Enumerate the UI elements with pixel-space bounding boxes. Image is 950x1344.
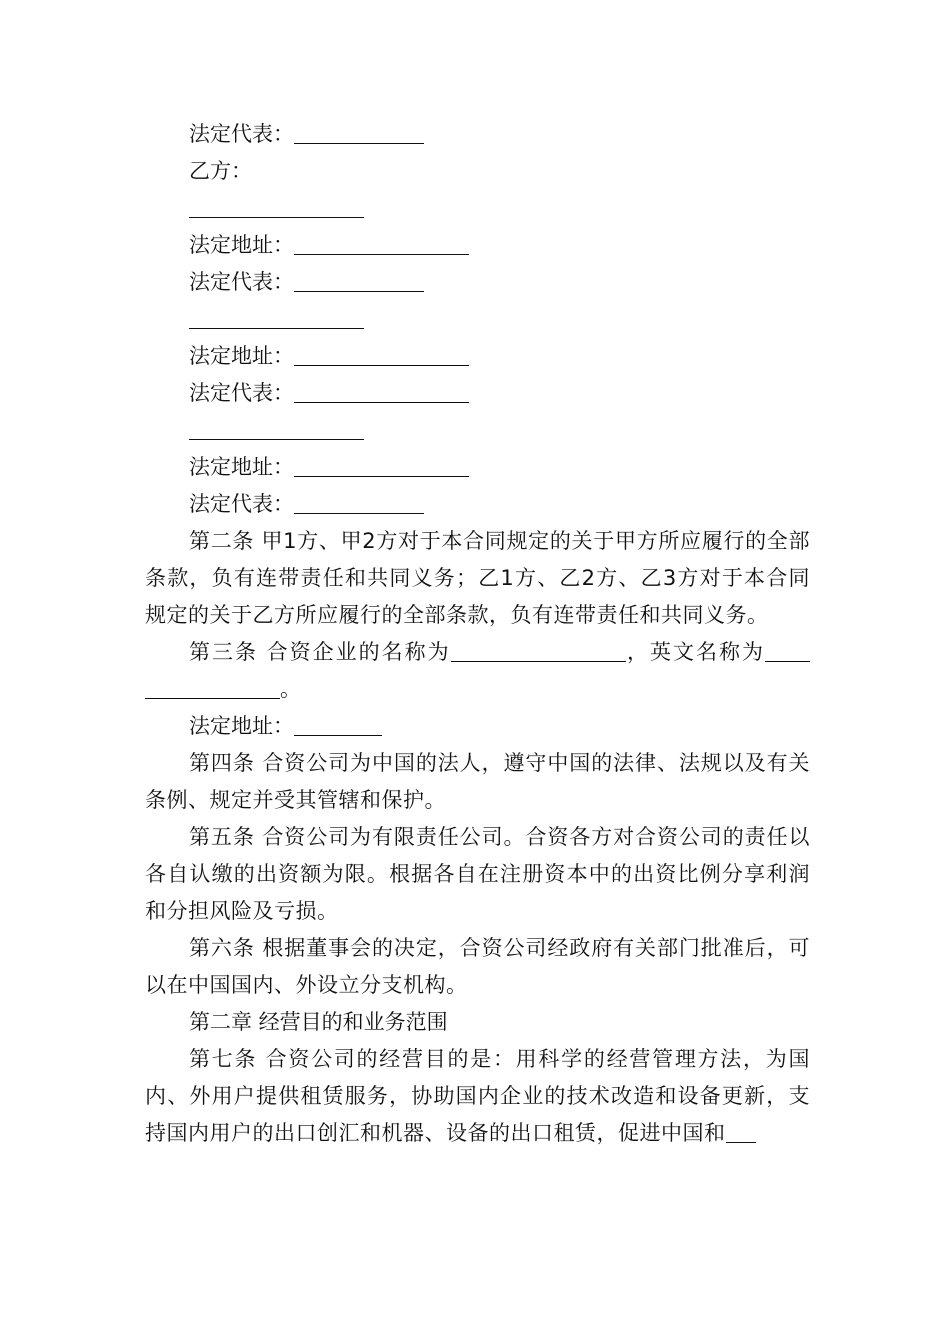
fill-blank	[294, 456, 469, 477]
article-3	[145, 634, 810, 708]
legal-rep-label: 法定代表：	[189, 492, 294, 516]
fill-blank	[189, 419, 364, 440]
party-b-line	[145, 153, 810, 190]
legal-address-line	[145, 338, 810, 375]
legal-rep-line	[145, 486, 810, 523]
legal-address-label: 法定地址：	[189, 233, 294, 257]
legal-rep-label: 法定代表：	[189, 270, 294, 294]
fill-blank	[294, 382, 469, 403]
article-3-suffix: 。	[280, 677, 302, 701]
legal-rep-line	[145, 116, 810, 153]
legal-address-line	[145, 708, 810, 745]
chapter-heading: 第二章 经营目的和业务范围	[189, 1010, 448, 1034]
article-6: 第六条 根据董事会的决定，合资公司经政府有关部门批准后，可以在中国国内、外设立分支机构。	[145, 936, 810, 997]
legal-rep-line	[145, 375, 810, 412]
fill-blank	[451, 641, 626, 662]
blank-line	[145, 301, 810, 338]
legal-rep-label: 法定代表：	[189, 381, 294, 405]
document-body	[145, 116, 810, 1152]
article-5: 第五条 合资公司为有限责任公司。合资各方对合资公司的责任以各自认缴的出资额为限。根据各自在注册资本中的出资比例分享利润和分担风险及亏损。	[145, 825, 810, 923]
article-7-text: 第七条 合资公司的经营目的是：用科学的经营管理方法，为国内、外用户提供租赁服务，协助国内企业的技术改造和设备更新，支持国内用户的出口创汇和机器、设备的出口租赁，促进中国和	[145, 1047, 810, 1145]
fill-blank	[189, 197, 364, 218]
fill-blank	[294, 123, 424, 144]
legal-address-label: 法定地址：	[189, 455, 294, 479]
legal-address-line	[145, 449, 810, 486]
fill-blank	[294, 234, 469, 255]
fill-blank	[145, 678, 280, 699]
fill-blank	[294, 345, 469, 366]
fill-blank	[726, 1122, 756, 1143]
article-4: 第四条 合资公司为中国的法人，遵守中国的法律、法规以及有关条例、规定并受其管辖和保护。	[145, 751, 810, 812]
legal-address-line	[145, 227, 810, 264]
fill-blank	[294, 715, 382, 736]
article-7	[145, 1041, 810, 1152]
party-b-label: 乙方：	[189, 159, 252, 183]
article-3-mid: ，英文名称为	[625, 640, 765, 664]
blank-line	[145, 190, 810, 227]
article-3-prefix: 第三条 合资企业的名称为	[189, 640, 451, 664]
blank-line	[145, 412, 810, 449]
fill-blank	[294, 271, 424, 292]
legal-address-label: 法定地址：	[189, 714, 294, 738]
fill-blank	[189, 308, 364, 329]
fill-blank	[765, 641, 810, 662]
article-2: 第二条 甲1方、甲2方对于本合同规定的关于甲方所应履行的全部条款，负有连带责任和共同义务；乙1方、乙2方、乙3方对于本合同规定的关于乙方所应履行的全部条款，负有连带责任和共同义务。	[145, 529, 810, 627]
fill-blank	[294, 493, 424, 514]
legal-address-label: 法定地址：	[189, 344, 294, 368]
legal-rep-label: 法定代表：	[189, 122, 294, 146]
legal-rep-line	[145, 264, 810, 301]
